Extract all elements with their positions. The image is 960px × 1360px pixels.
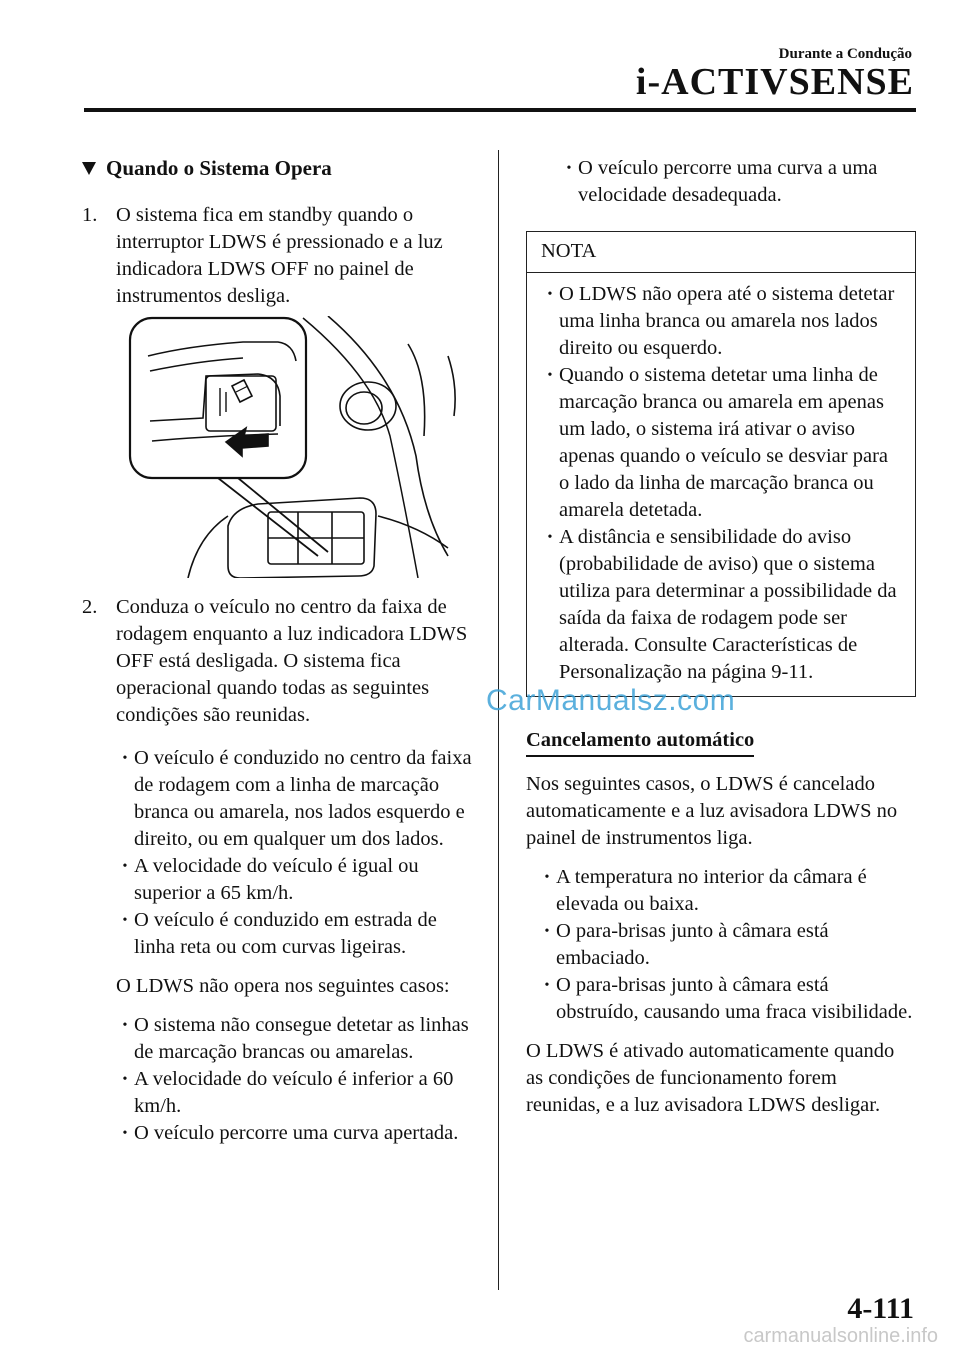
cancel-heading: Cancelamento automático — [526, 727, 754, 757]
list-item: • A temperatura no interior da câmara é elevada ou baixa. — [544, 866, 867, 915]
list-item: • O para-brisas junto à câmara está obstruído, causando uma fraca visibilidade. — [544, 974, 913, 1023]
step-2: 2. Conduza o veículo no centro da faixa de rodagem enquanto a luz indicadora LDWS OFF está desligada. O sistema fica operacional quando todas as seguintes condições são reunidas. — [82, 596, 468, 726]
reactivate-text: O LDWS é ativado automaticamente quando as condições de funcionamento forem reunidas, e a luz avisadora LDWS desligar. — [526, 1040, 895, 1116]
list-item: • O veículo é conduzido em estrada de linha reta ou com curvas ligeiras. — [122, 909, 437, 958]
right-column — [526, 155, 916, 1119]
list-item: • O LDWS não opera até o sistema detetar uma linha branca ou amarela nos lados direito ou esquerdo. — [547, 283, 895, 359]
chapter-title: i-ACTIVSENSE — [635, 61, 914, 103]
conditions-list — [82, 745, 472, 961]
watermark-footer: carmanualsonline.info — [743, 1325, 938, 1347]
list-item: • O para-brisas junto à câmara está embaciado. — [544, 920, 829, 969]
section-heading: Quando o Sistema Opera — [82, 155, 472, 182]
cancel-intro: Nos seguintes casos, o LDWS é cancelado automaticamente e a luz avisadora LDWS no painel de instrumentos liga. — [526, 773, 898, 849]
left-column — [82, 155, 472, 1147]
note-title: NOTA — [527, 232, 915, 273]
watermark: CarManualsz.com — [486, 684, 736, 717]
column-divider — [498, 150, 499, 1290]
not-operate-intro: O LDWS não opera nos seguintes casos: — [116, 975, 450, 997]
step-1: 1. O sistema fica em standby quando o interruptor LDWS é pressionado e a luz indicadora LDWS OFF no painel de instrumentos desliga. — [82, 204, 443, 307]
list-item: • A velocidade do veículo é igual ou superior a 65 km/h. — [122, 855, 419, 904]
list-item: • A distância e sensibilidade do aviso (probabilidade de aviso) que o sistema utiliza para determinar a possibilidade da saída da faixa de rodagem pode ser alterada. Consulte Características de Personalização na página 9-11. — [547, 526, 897, 683]
list-item: • O veículo percorre uma curva a uma velocidade desadequada. — [566, 157, 878, 206]
cancel-list — [526, 864, 916, 1026]
note-body — [527, 273, 915, 696]
list-item: • Quando o sistema detetar uma linha de marcação branca ou amarela em apenas um lado, o sistema irá ativar o aviso apenas quando o veículo se desviar para o lado da linha de marcação branca ou amarela detetada. — [547, 364, 889, 521]
list-item: • O veículo percorre uma curva apertada. — [122, 1122, 459, 1144]
not-operate-list — [82, 1012, 472, 1147]
list-item: • O veículo é conduzido no centro da faixa de rodagem com a linha de marcação branca ou amarela, nos lados esquerdo e direito, ou em qualquer um dos lados. — [122, 747, 472, 850]
list-item: • A velocidade do veículo é inferior a 60 km/h. — [122, 1068, 454, 1117]
page-number: 4-111 — [847, 1292, 914, 1325]
note-box — [526, 231, 916, 697]
section-title: Durante a Condução — [778, 46, 912, 62]
triangle-bullet-icon — [82, 162, 96, 175]
ldws-switch-illustration — [128, 316, 472, 586]
header-rule — [84, 108, 916, 112]
list-item: • O sistema não consegue detetar as linhas de marcação brancas ou amarelas. — [122, 1014, 469, 1063]
